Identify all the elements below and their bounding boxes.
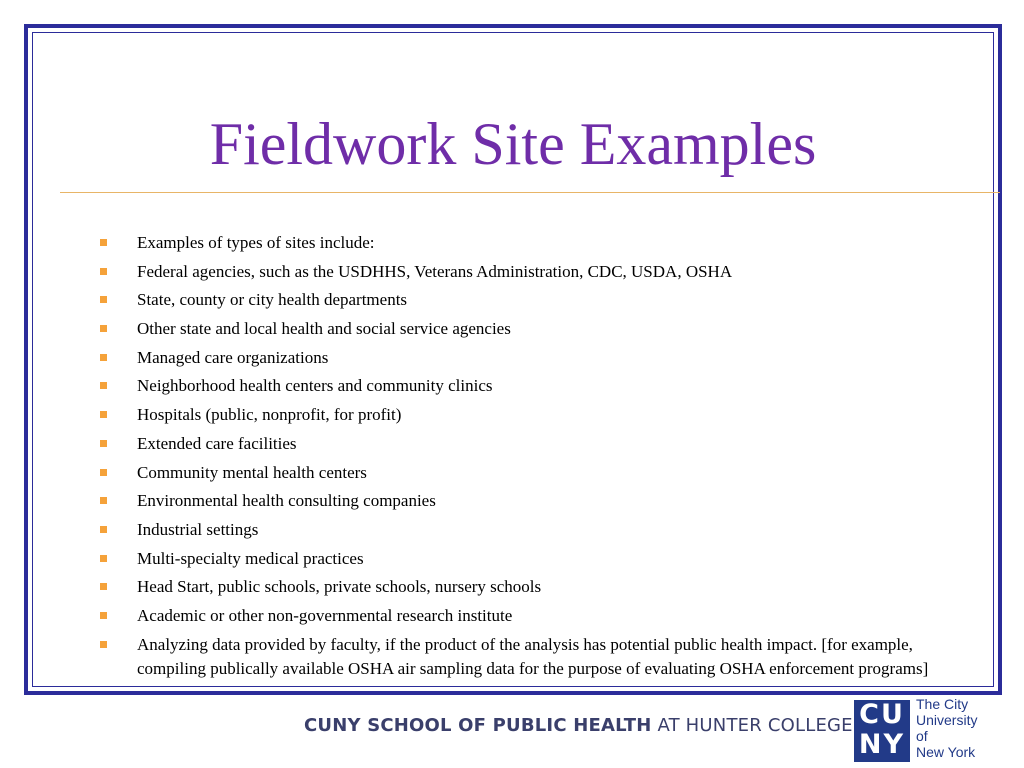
bullet-text: Multi-specialty medical practices: [137, 548, 364, 568]
square-bullet-icon: [100, 612, 107, 619]
slide-title: Fieldwork Site Examples: [209, 111, 817, 177]
bullet-text: Examples of types of sites include:: [137, 233, 375, 252]
square-bullet-icon: [100, 583, 107, 590]
cuny-wordmark-line: of: [916, 728, 928, 744]
cuny-wordmark-line: The City: [916, 696, 969, 712]
slide-frame: [24, 24, 1002, 695]
bullet-item: [100, 489, 980, 513]
school-name-bold: CUNY SCHOOL OF PUBLIC HEALTH: [304, 715, 652, 736]
bullet-item: [100, 346, 980, 370]
cuny-logo-mark: [854, 700, 910, 762]
bullet-text: Managed care organizations: [137, 347, 329, 367]
bullet-text: Analyzing data provided by faculty, if the product of the analysis has potential public health impact. [for example, compiling publically available OSHA air sampling data for the purpose of evaluating OSHA enforcement programs]: [137, 634, 929, 678]
bullet-item: [100, 575, 980, 599]
bullet-text: Environmental health consulting companies: [137, 491, 436, 511]
cuny-logo-letters: [854, 700, 910, 760]
bullet-text: Other state and local health and social service agencies: [137, 319, 511, 339]
bullet-text: Academic or other non-governmental research institute: [137, 605, 513, 625]
cuny-wordmark-line: New York: [916, 744, 976, 760]
square-bullet-icon: [100, 469, 107, 476]
bullet-text: Industrial settings: [137, 519, 259, 539]
cuny-wordmark-line: University: [916, 712, 978, 728]
school-name-footer: [304, 714, 853, 738]
square-bullet-icon: [100, 526, 107, 533]
bullet-text: Federal agencies, such as the USDHHS, Veterans Administration, CDC, USDA, OSHA: [137, 261, 733, 281]
bullet-text: Extended care facilities: [137, 433, 297, 453]
square-bullet-icon: [100, 555, 107, 562]
bullet-text: Neighborhood health centers and community clinics: [137, 376, 493, 396]
bullet-item: [100, 604, 980, 628]
square-bullet-icon: [100, 239, 107, 246]
square-bullet-icon: [100, 325, 107, 332]
school-name-rest: AT HUNTER COLLEGE: [657, 715, 853, 736]
bullet-item: [100, 288, 980, 312]
square-bullet-icon: [100, 268, 107, 275]
cuny-wordmark: [916, 696, 977, 760]
square-bullet-icon: [100, 296, 107, 303]
square-bullet-icon: [100, 411, 107, 418]
square-bullet-icon: [100, 497, 107, 504]
bullet-item: [100, 547, 980, 571]
bullet-item: [100, 518, 980, 542]
bullet-text: Head Start, public schools, private schools, nursery schools: [137, 577, 542, 597]
square-bullet-icon: [100, 440, 107, 447]
title-divider: [60, 192, 1000, 193]
bullet-item: [100, 260, 980, 284]
cuny-logo-bottom: NY: [858, 729, 906, 760]
bullet-item: [100, 231, 980, 255]
bullet-item: [100, 403, 980, 427]
square-bullet-icon: [100, 354, 107, 361]
cuny-logo: [854, 696, 994, 762]
bullet-item: [100, 432, 980, 456]
bullet-text: Community mental health centers: [137, 462, 367, 482]
cuny-logo-top: CU: [859, 699, 905, 730]
bullet-text: State, county or city health departments: [137, 290, 408, 310]
bullet-list: [100, 231, 980, 685]
bullet-item: [100, 317, 980, 341]
square-bullet-icon: [100, 382, 107, 389]
bullet-item: [100, 633, 980, 681]
square-bullet-icon: [100, 641, 107, 648]
bullet-item: [100, 374, 980, 398]
bullet-item: [100, 461, 980, 485]
bullet-text: Hospitals (public, nonprofit, for profit): [137, 405, 402, 425]
